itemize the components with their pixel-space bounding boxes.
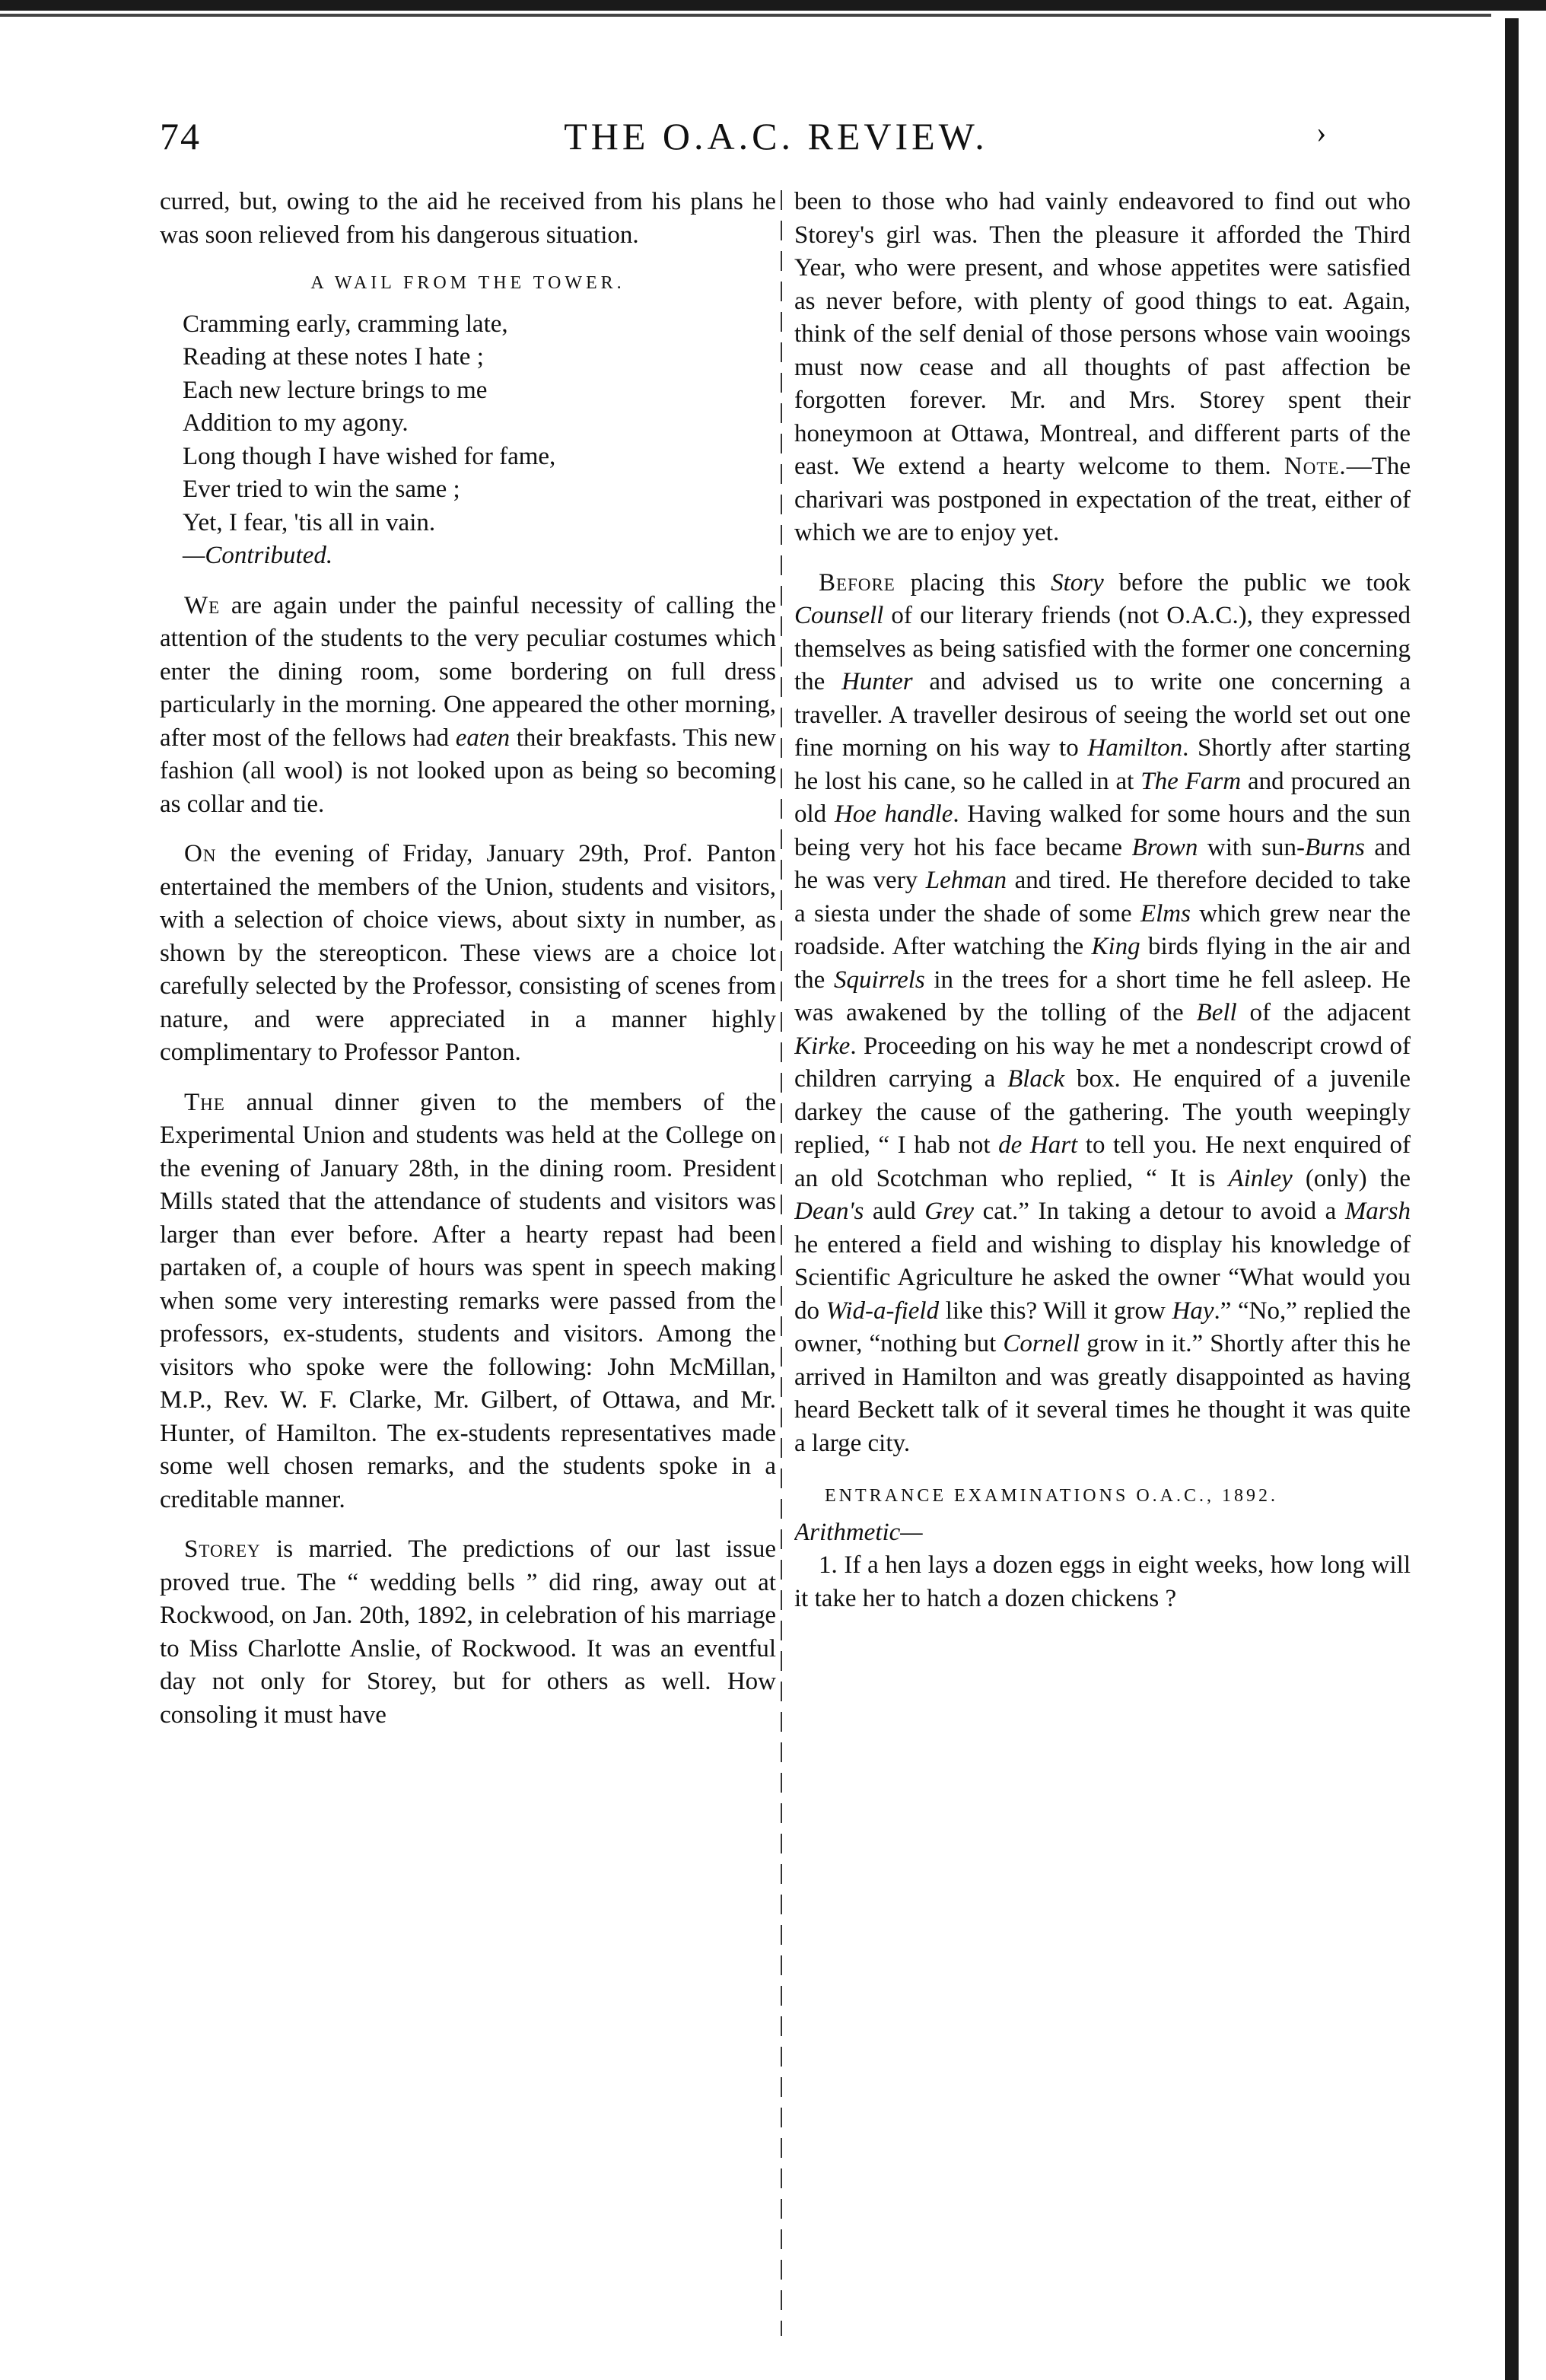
page-header bbox=[160, 114, 1423, 175]
page-number: 74 bbox=[160, 115, 201, 158]
top-border-rule bbox=[0, 0, 1546, 11]
exam-subject: Arithmetic— bbox=[794, 1518, 923, 1546]
column-divider bbox=[781, 190, 782, 2336]
note-label: Note. bbox=[1284, 453, 1347, 480]
stereopticon-paragraph: On the evening of Friday, January 29th, Prof. Panton entertained the members of the Union, students and visitors, with a selection of choice views, about sixty in number, as shown by the stereopticon. These views are a choice lot carefully selected by the Professor, consisting of scenes from nature, and were appreciated in a manner highly complimentary to Professor Panton. bbox=[160, 840, 776, 1066]
right-column bbox=[794, 186, 1411, 2347]
continued-paragraph: curred, but, owing to the aid he received from his plans he was soon relieved from his dangerous situation. bbox=[160, 188, 776, 249]
poem bbox=[160, 308, 776, 573]
poem-line: Addition to my agony. bbox=[183, 409, 409, 437]
lead-word: The bbox=[184, 1088, 225, 1116]
lead-word: We bbox=[184, 591, 221, 619]
running-title: THE O.A.C. REVIEW. bbox=[564, 115, 988, 158]
lead-word: Storey bbox=[184, 1535, 261, 1563]
lead-word: On bbox=[184, 840, 217, 867]
poem-line: Cramming early, cramming late, bbox=[183, 310, 508, 338]
storey-married-paragraph: Storey is married. The predictions of our last issue proved true. The “ wedding bells ” did ring, away out at Rockwood, on Jan. 20th, 1892, in celebration of his marriage to Miss Charlotte Anslie, of Rockwood. It was an eventful day not only for Storey, but for others as well. How consoling it must have bbox=[160, 1535, 776, 1729]
poem-line: Yet, I fear, 'tis all in vain. bbox=[183, 508, 436, 536]
annual-dinner-paragraph: The annual dinner given to the members of the Experimental Union and students was held at the College on the evening of January 28th, in the dining room. President Mills stated that the attendance of students and visitors was larger than ever before. After a hearty repast had been partaken of, a couple of hours was spent in speech making when some very interesting remarks were passed from the professors, ex-students, students and visitors. Among the visitors who spoke were the following: John McMillan, M.P., Rev. W. F. Clarke, Mr. Gilbert, of Ottawa, and Mr. Hunter, of Hamilton. The ex-students representatives made some well chosen remarks, and the students spoke in a creditable manner. bbox=[160, 1088, 776, 1513]
exam-question: 1. If a hen lays a dozen eggs in eight weeks, how long will it take her to hatch a dozen chickens ? bbox=[794, 1551, 1411, 1612]
poem-line: Reading at these notes I hate ; bbox=[183, 343, 484, 371]
left-column bbox=[160, 186, 776, 2347]
poem-heading: A WAIL FROM THE TOWER. bbox=[310, 273, 625, 293]
poem-line: Ever tried to win the same ; bbox=[183, 476, 460, 503]
header-mark: › bbox=[1316, 115, 1327, 149]
poem-line: Long though I have wished for fame, bbox=[183, 442, 556, 470]
traveller-story-paragraph: Before placing this Story before the public we took Counsell of our literary friends (not O.A.C.), they expressed themselves as being satisfied with the former one concerning the Hunter and advised us to write one concerning a traveller. A traveller desirous of seeing the world set out one fine morning on his way to Hamilton. Shortly after starting he lost his cane, so he called in at The Farm and procured an old Hoe handle. Having walked for some hours and the sun being very hot his face became Brown with sun-Burns and he was very Lehman and tired. He therefore decided to take a siesta under the shade of some Elms which grew near the roadside. After watching the King birds flying in the air and the Squirrels in the trees for a short time he fell asleep. He was awakened by the tolling of the Bell of the adjacent Kirke. Proceeding on his way he met a nondescript crowd of children carrying a Black box. He enquired of a juvenile darkey the cause of the gathering. The youth weepingly replied, “ I hab not de Hart to tell you. He next enquired of an old Scotchman who replied, “ It is Ainley (only) the Dean's auld Grey cat.” In taking a detour to avoid a Marsh he entered a field and wishing to display his knowledge of Scientific Agriculture he asked the owner “What would you do Wid-a-field like this? Will it grow Hay.” “No,” replied the owner, “nothing but Cornell grow in it.” Shortly after this he arrived in Hamilton and was greatly disappointed as having heard Beckett talk of it several times he thought it was quite a large city. bbox=[794, 568, 1411, 1457]
storey-continued-paragraph: been to those who had vainly endeavored to find out who Storey's girl was. Then the pleasure it afforded the Third Year, who were present, and whose appetites were satisfied as never before, with plenty of good things to eat. Again, think of the self denial of those persons whose vain wooings must now cease and all thoughts of past affection be forgotten forever. Mr. and Mrs. Storey spent their honeymoon at Ottawa, Montreal, and different parts of the east. We extend a hearty welcome to them. Note.—The charivari was postponed in expectation of the treat, either of which we are to enjoy yet. bbox=[794, 188, 1411, 546]
top-border-thin-rule bbox=[0, 14, 1491, 17]
costume-paragraph: We are again under the painful necessity of calling the attention of the students to the very peculiar costumes which enter the dining room, some bordering on full dress particularly in the morning. One appeared the other morning, after most of the fellows had eaten their breakfasts. This new fashion (all wool) is not looked upon as being so becoming as collar and tie. bbox=[160, 591, 776, 818]
page-edge-shadow bbox=[1505, 18, 1519, 2380]
exam-heading: ENTRANCE EXAMINATIONS O.A.C., 1892. bbox=[825, 1486, 1278, 1506]
poem-line: Each new lecture brings to me bbox=[183, 376, 488, 404]
poem-attribution: —Contributed. bbox=[183, 542, 333, 569]
lead-word: Before bbox=[819, 568, 895, 597]
